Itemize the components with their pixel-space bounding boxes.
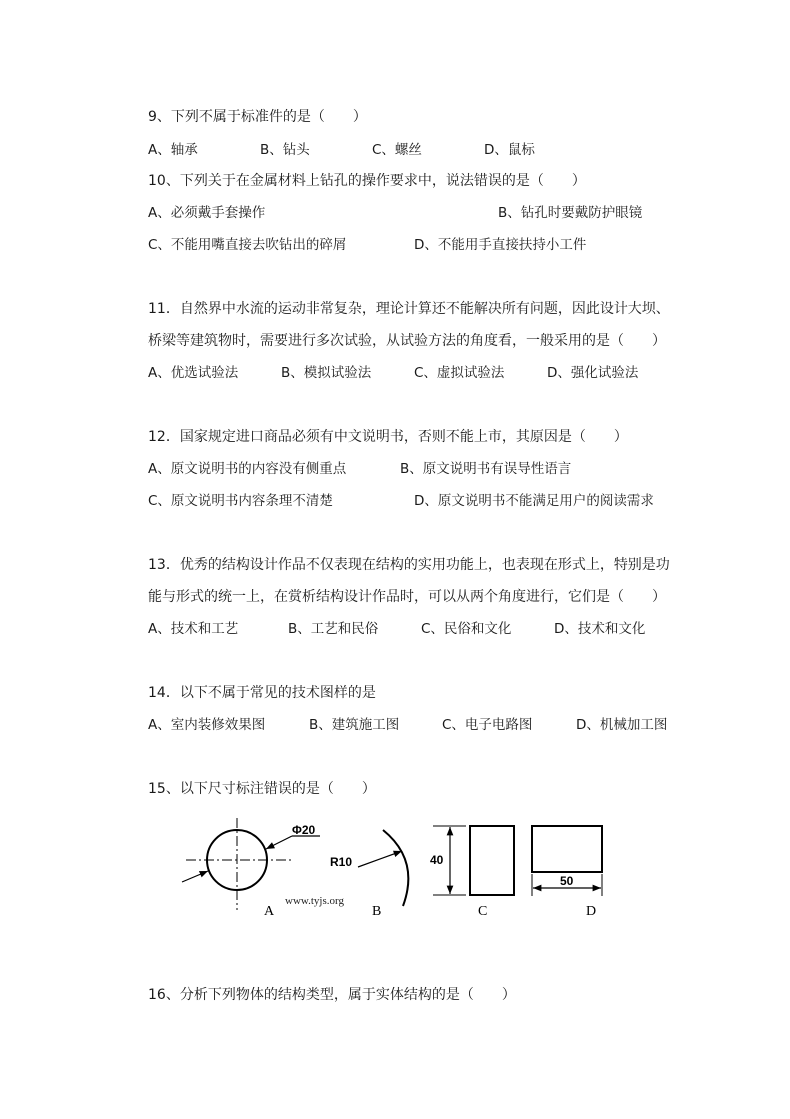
question-14-option-d: D、机械加工图 xyxy=(576,717,668,733)
question-13-option-d: D、技术和文化 xyxy=(554,621,646,637)
height-dimension-label: 40 xyxy=(430,853,444,867)
question-11-stem-line1: 11．自然界中水流的运动非常复杂，理论计算还不能解决所有问题，因此设计大坝、 xyxy=(148,301,670,317)
question-9-option-b: B、钻头 xyxy=(260,142,310,158)
question-9-stem: 9、下列不属于标准件的是（ ） xyxy=(148,109,367,125)
question-10-option-b: B、钻孔时要戴防护眼镜 xyxy=(498,205,643,221)
question-11-stem-line2: 桥梁等建筑物时，需要进行多次试验，从试验方法的角度看，一般采用的是（ ） xyxy=(148,333,666,349)
figure-label-b: B xyxy=(372,904,382,919)
figure-c-rectangle xyxy=(433,826,514,895)
question-11-option-d: D、强化试验法 xyxy=(547,365,639,381)
question-11-option-a: A、优选试验法 xyxy=(148,365,239,381)
question-10-option-a: A、必须戴手套操作 xyxy=(148,205,266,221)
figure-label-d: D xyxy=(586,904,597,919)
width-dimension-label: 50 xyxy=(560,874,574,888)
question-13-option-b: B、工艺和民俗 xyxy=(288,621,379,637)
question-13-stem-line1: 13．优秀的结构设计作品不仅表现在结构的实用功能上，也表现在形式上，特别是功 xyxy=(148,557,670,573)
dimension-figure xyxy=(170,818,620,930)
watermark-text: www.tyjs.org xyxy=(285,895,344,907)
question-9-option-c: C、螺丝 xyxy=(372,142,422,158)
question-14-option-a: A、室内装修效果图 xyxy=(148,717,266,733)
question-13-option-a: A、技术和工艺 xyxy=(148,621,239,637)
question-9-option-a: A、轴承 xyxy=(148,142,198,158)
figure-label-c: C xyxy=(478,904,488,919)
question-16-stem: 16、分析下列物体的结构类型，属于实体结构的是（ ） xyxy=(148,987,516,1003)
question-12-option-d: D、原文说明书不能满足用户的阅读需求 xyxy=(414,493,654,509)
question-12-option-c: C、原文说明书内容条理不清楚 xyxy=(148,493,333,509)
question-13-option-c: C、民俗和文化 xyxy=(421,621,512,637)
question-12-option-a: A、原文说明书的内容没有侧重点 xyxy=(148,461,347,477)
question-14-option-b: B、建筑施工图 xyxy=(309,717,400,733)
question-14-option-c: C、电子电路图 xyxy=(442,717,533,733)
question-12-stem: 12．国家规定进口商品必须有中文说明书，否则不能上市，其原因是（ ） xyxy=(148,429,628,445)
question-15-stem: 15、以下尺寸标注错误的是（ ） xyxy=(148,781,376,797)
question-10-option-d: D、不能用手直接扶持小工件 xyxy=(414,237,587,253)
question-14-stem: 14．以下不属于常见的技术图样的是 xyxy=(148,685,376,701)
question-12-option-b: B、原文说明书有误导性语言 xyxy=(400,461,572,477)
question-11-option-b: B、模拟试验法 xyxy=(281,365,372,381)
question-10-stem: 10、下列关于在金属材料上钻孔的操作要求中，说法错误的是（ ） xyxy=(148,173,586,189)
question-10-option-c: C、不能用嘴直接去吹钻出的碎屑 xyxy=(148,237,347,253)
question-9-option-d: D、鼠标 xyxy=(484,142,535,158)
question-13-stem-line2: 能与形式的统一上，在赏析结构设计作品时，可以从两个角度进行，它们是（ ） xyxy=(148,589,666,605)
phi-dimension-label: Φ20 xyxy=(292,823,316,837)
figure-label-a: A xyxy=(264,904,275,919)
question-11-option-c: C、虚拟试验法 xyxy=(414,365,505,381)
figure-b-arc xyxy=(358,830,408,906)
radius-dimension-label: R10 xyxy=(330,855,353,869)
